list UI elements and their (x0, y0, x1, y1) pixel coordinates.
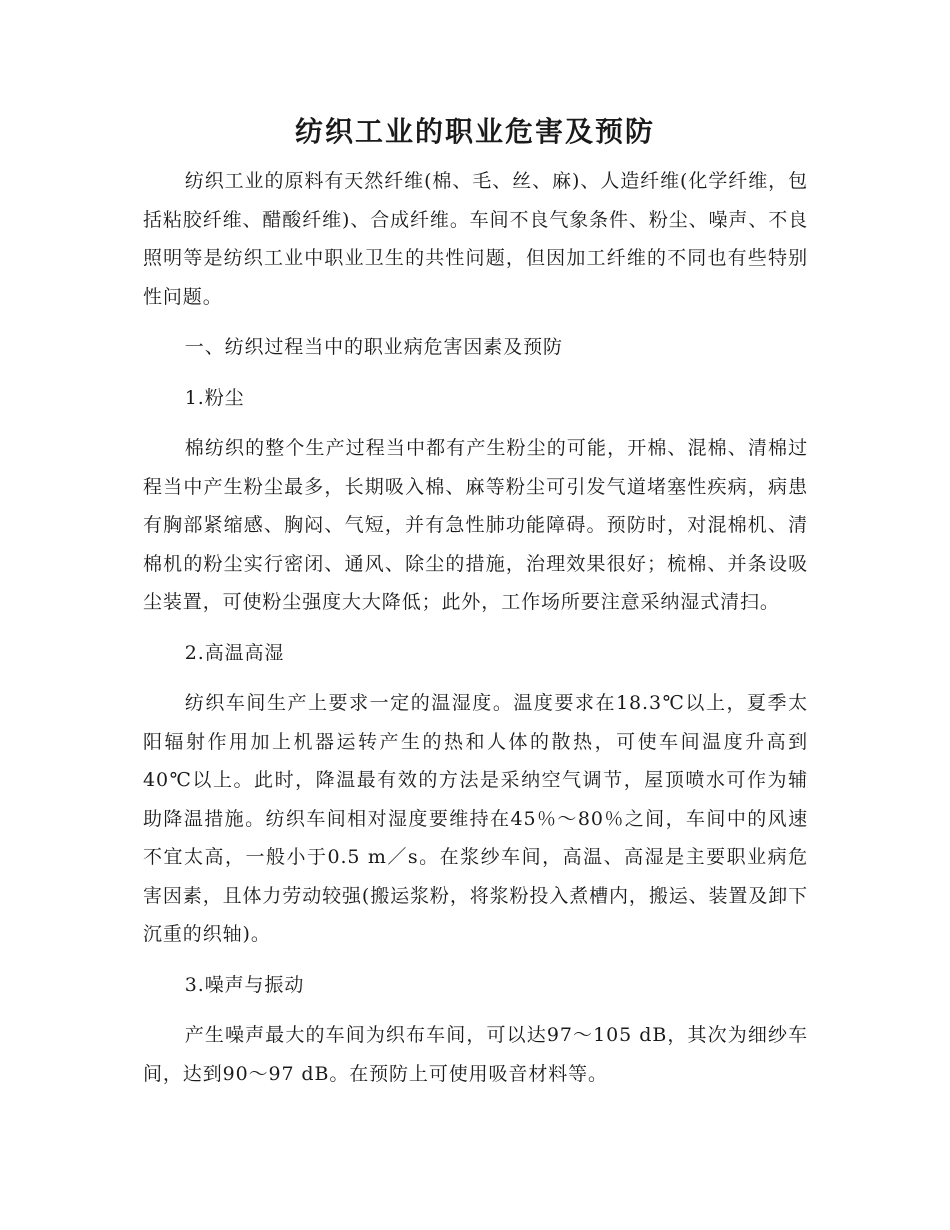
noise-vibration-paragraph: 产生噪声最大的车间为织布车间，可以达97～105 dB，其次为细纱车间，达到90～97 dB。在预防上可使用吸音材料等。 (143, 1024, 808, 1085)
subsection-heading-heat-humidity: 2.高温高湿 (184, 641, 285, 664)
document-body (143, 162, 808, 1105)
dust-paragraph: 棉纺织的整个生产过程当中都有产生粉尘的可能，开棉、混棉、清棉过程当中产生粉尘最多，长期吸入棉、麻等粉尘可引发气道堵塞性疾病，病患有胸部紧缩感、胸闷、气短，并有急性肺功能障碍。预防时，对混棉机、清棉机的粉尘实行密闭、通风、除尘的措施，治理效果很好；梳棉、并条设吸尘装置，可使粉尘强度大大降低；此外，工作场所要注意采纳湿式清扫。 (143, 437, 808, 613)
subsection-heading-noise-vibration: 3.噪声与振动 (184, 973, 305, 996)
subsection-heading-dust: 1.粉尘 (184, 386, 245, 409)
document-title: 纺织工业的职业危害及预防 (294, 115, 655, 148)
section-heading-occupational-hazards: 一、纺织过程当中的职业病危害因素及预防 (184, 336, 563, 358)
heat-humidity-paragraph: 纺织车间生产上要求一定的温湿度。温度要求在18.3℃以上，夏季太阳辐射作用加上机器运转产生的热和人体的散热，可使车间温度升高到40℃以上。此时，降温最有效的方法是采纳空气调节，屋顶喷水可作为辅助降温措施。纺织车间相对湿度要维持在45％～80％之间，车间中的风速不宜太高，一般小于0.5 m／s。在浆纱车间，高温、高湿是主要职业病危害因素，且体力劳动较强(搬运浆粉，将浆粉投入煮槽内，搬运、装置及卸下沉重的织轴)。 (143, 692, 809, 945)
intro-paragraph: 纺织工业的原料有天然纤维(棉、毛、丝、麻)、人造纤维(化学纤维，包括粘胶纤维、醋酸纤维)、合成纤维。车间不良气象条件、粉尘、噪声、不良照明等是纺织工业中职业卫生的共性问题，但因加工纤维的不同也有些特别性问题。 (143, 170, 809, 308)
